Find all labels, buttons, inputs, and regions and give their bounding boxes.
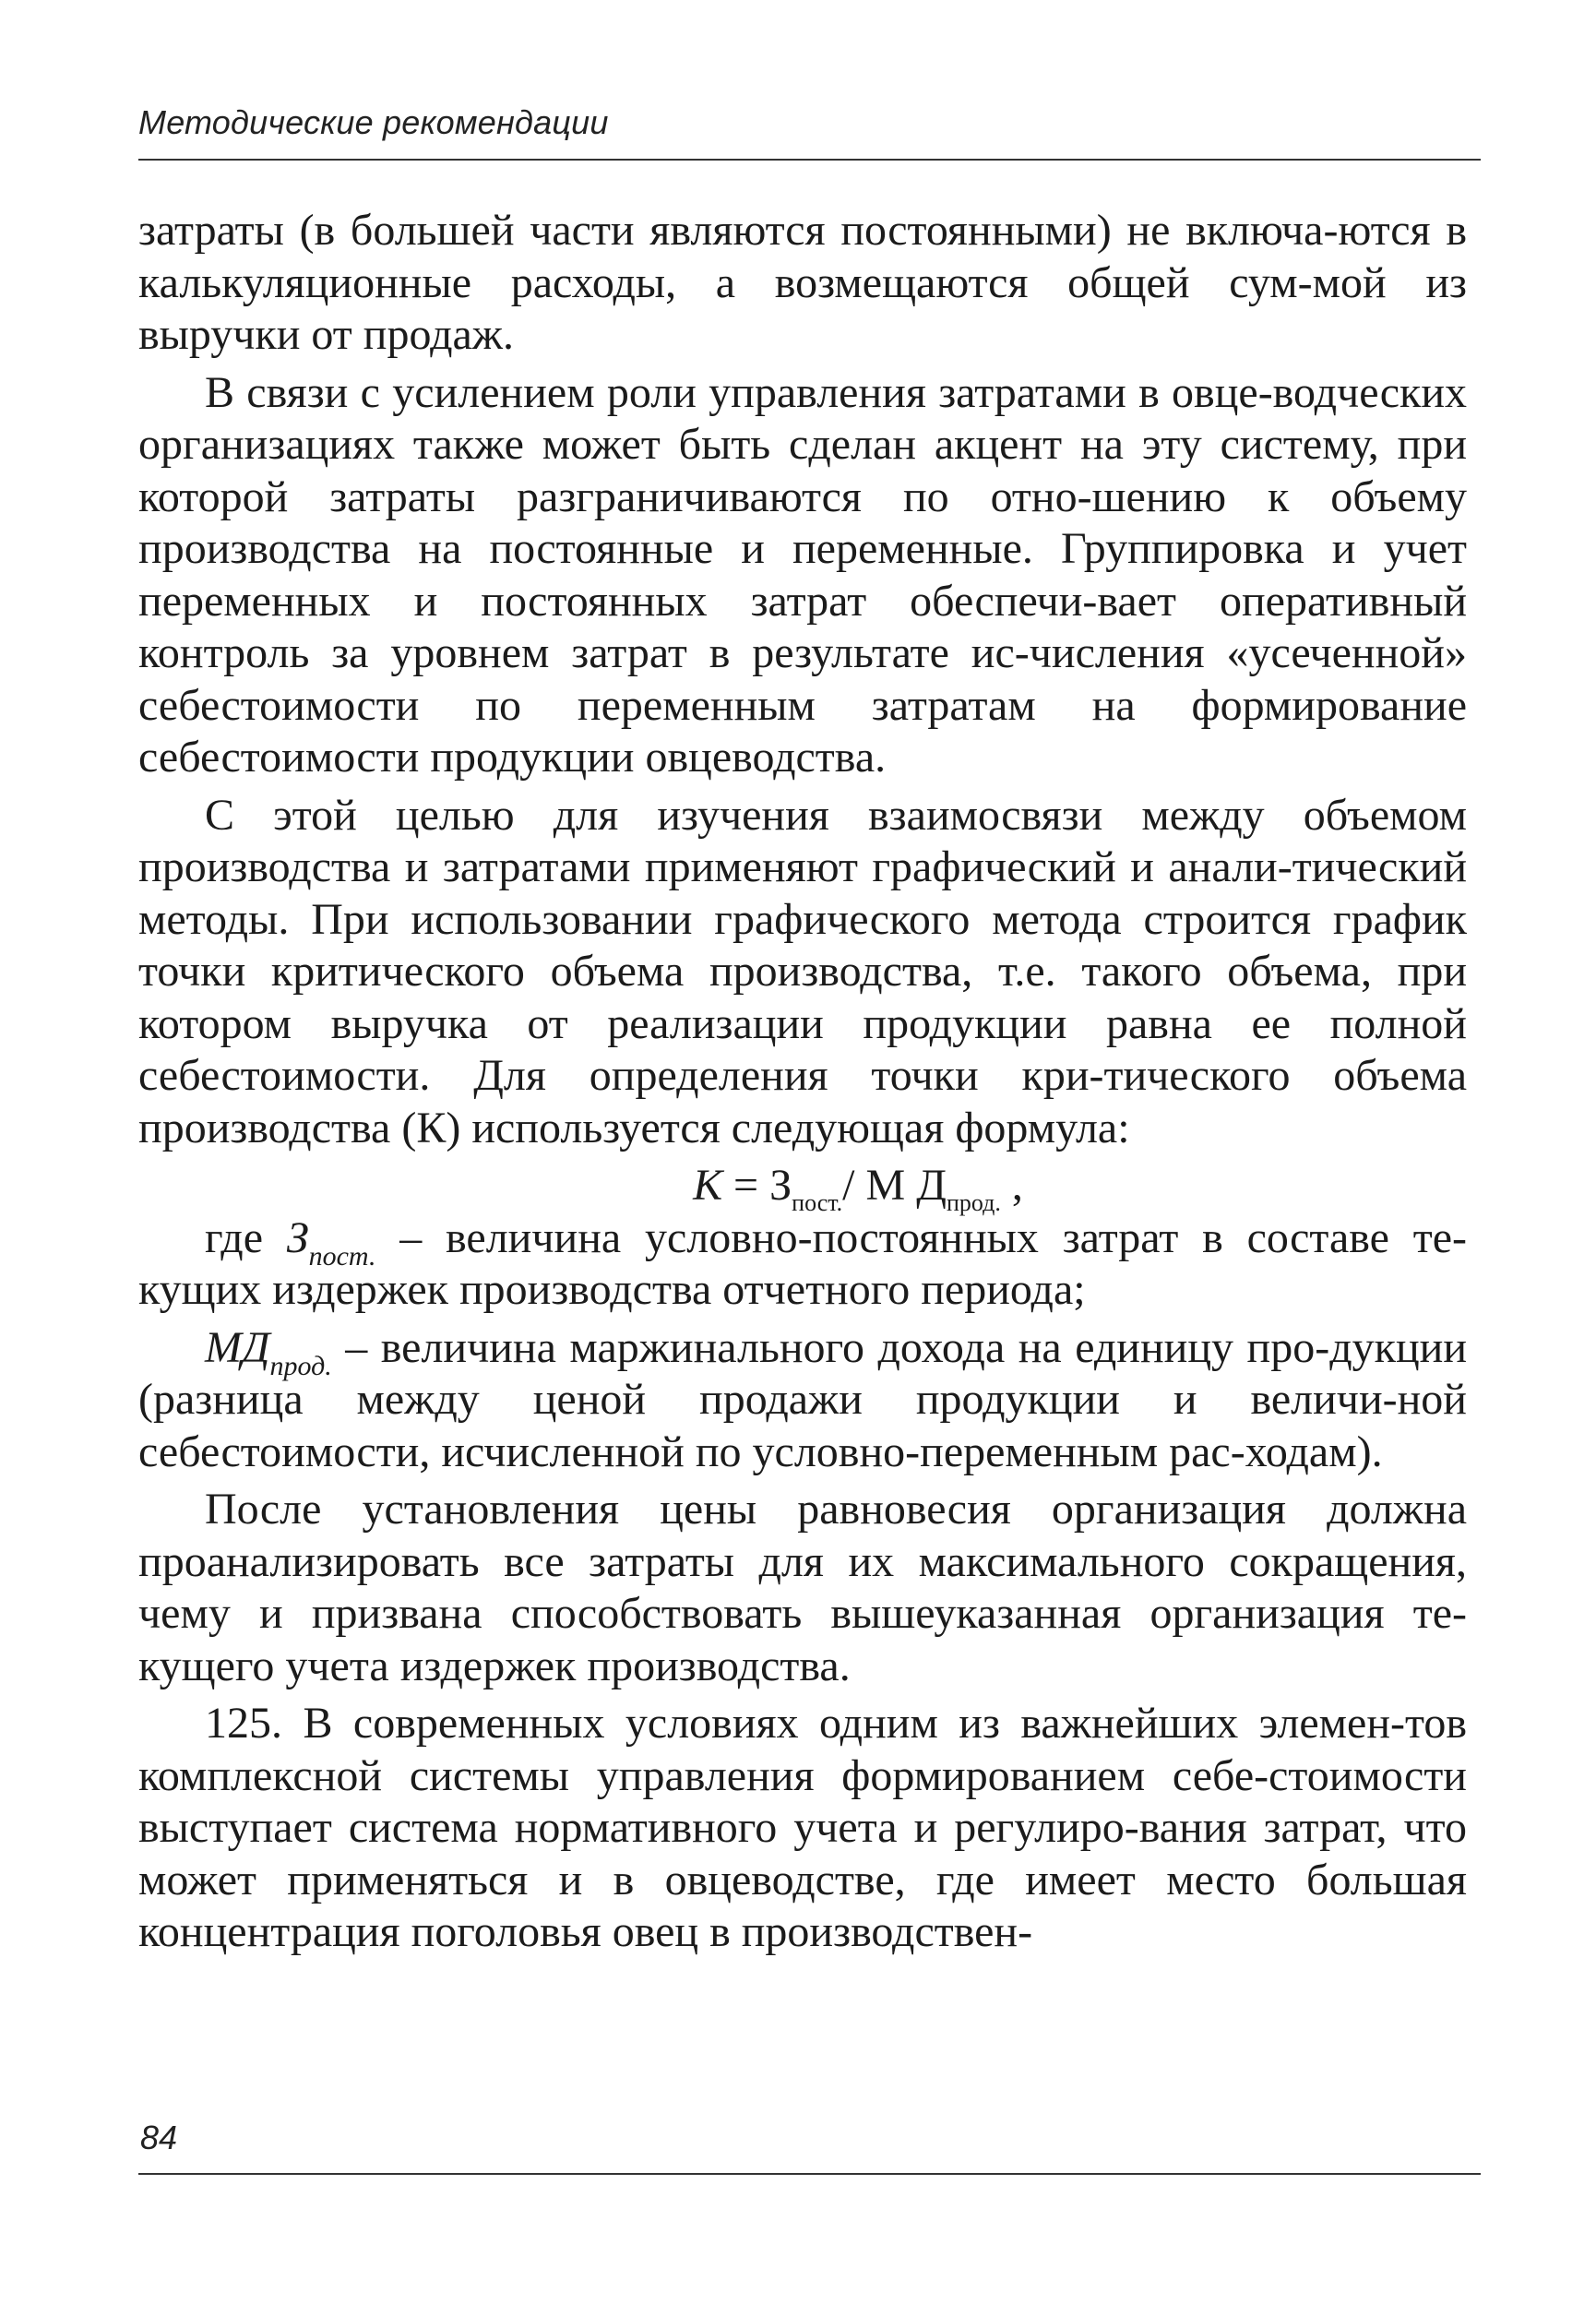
paragraph-4: После установления цены равновесия организация должна проанализировать все затраты для их максимального сокращения, чему и призвана способствовать вышеуказанная организация те-кущего учета издержек производства. bbox=[138, 1485, 1467, 1690]
definition-text-md: – величина маржинального дохода на единицу про-дукции (разница между ценой продажи продукции и величи-ной себестоимости, исчисленной по условно-переменным рас-ходам). bbox=[138, 1322, 1467, 1476]
definition-lead: где bbox=[205, 1212, 287, 1262]
formula-tail: , bbox=[1000, 1161, 1023, 1210]
formula-md: / М Д bbox=[842, 1161, 947, 1210]
running-title: Методические рекомендации bbox=[138, 103, 609, 141]
formula-eq: = З bbox=[722, 1161, 792, 1210]
header-rule bbox=[138, 159, 1481, 161]
paragraph-3: С этой целью для изучения взаимосвязи между объемом производства и затратами применяют графический и анали-тический методы. При использовании графического метода строится график точки критического объема производства, т.е. такого объема, при котором выручка от реализации продукции равна ее полной себестоимости. Для определения точки кри-тического объема производства (К) используется следующая формула: bbox=[138, 790, 1467, 1152]
page-number: 84 bbox=[140, 2119, 178, 2156]
definition-z-post bbox=[138, 1212, 1467, 1317]
paragraph-1: затраты (в большей части являются постоянными) не включа-ются в калькуляционные расходы, а возмещаются общей сум-мой из выручки от продаж. bbox=[138, 206, 1467, 359]
definition-symbol-md: МД bbox=[205, 1322, 270, 1372]
formula-sub-post: пост. bbox=[792, 1189, 843, 1216]
formula-sub-prod: прод. bbox=[946, 1189, 1001, 1216]
definition-text-z: – величина условно-постоянных затрат в составе те-кущих издержек производства отчетного периода; bbox=[138, 1212, 1467, 1314]
definition-md-prod bbox=[138, 1322, 1467, 1479]
formula-k: К bbox=[693, 1161, 723, 1210]
formula bbox=[138, 1160, 1467, 1216]
page-body bbox=[138, 205, 1467, 1964]
definition-symbol-z: З bbox=[286, 1212, 309, 1262]
paragraph-5: 125. В современных условиях одним из важнейших элемен-тов комплексной системы управления формированием себе-стоимости выступает система нормативного учета и регулиро-вания затрат, что может применяться и в овцеводстве, где имеет место большая концентрация поголовья овец в производствен- bbox=[138, 1699, 1467, 1956]
definition-sub-post: пост. bbox=[308, 1240, 376, 1271]
footer-rule bbox=[138, 2173, 1481, 2175]
definition-sub-prod: прод. bbox=[269, 1350, 332, 1381]
paragraph-2: В связи с усилением роли управления затратами в овце-водческих организациях также может быть сделан акцент на эту систему, при которой затраты разграничиваются по отно-шению к объему производства на постоянные и переменные. Группировка и учет переменных и постоянных затрат обеспечи-вает оперативный контроль за уровнем затрат в результате ис-числения «усеченной» себестоимости по переменным затратам на формирование себестоимости продукции овцеводства. bbox=[138, 367, 1467, 782]
